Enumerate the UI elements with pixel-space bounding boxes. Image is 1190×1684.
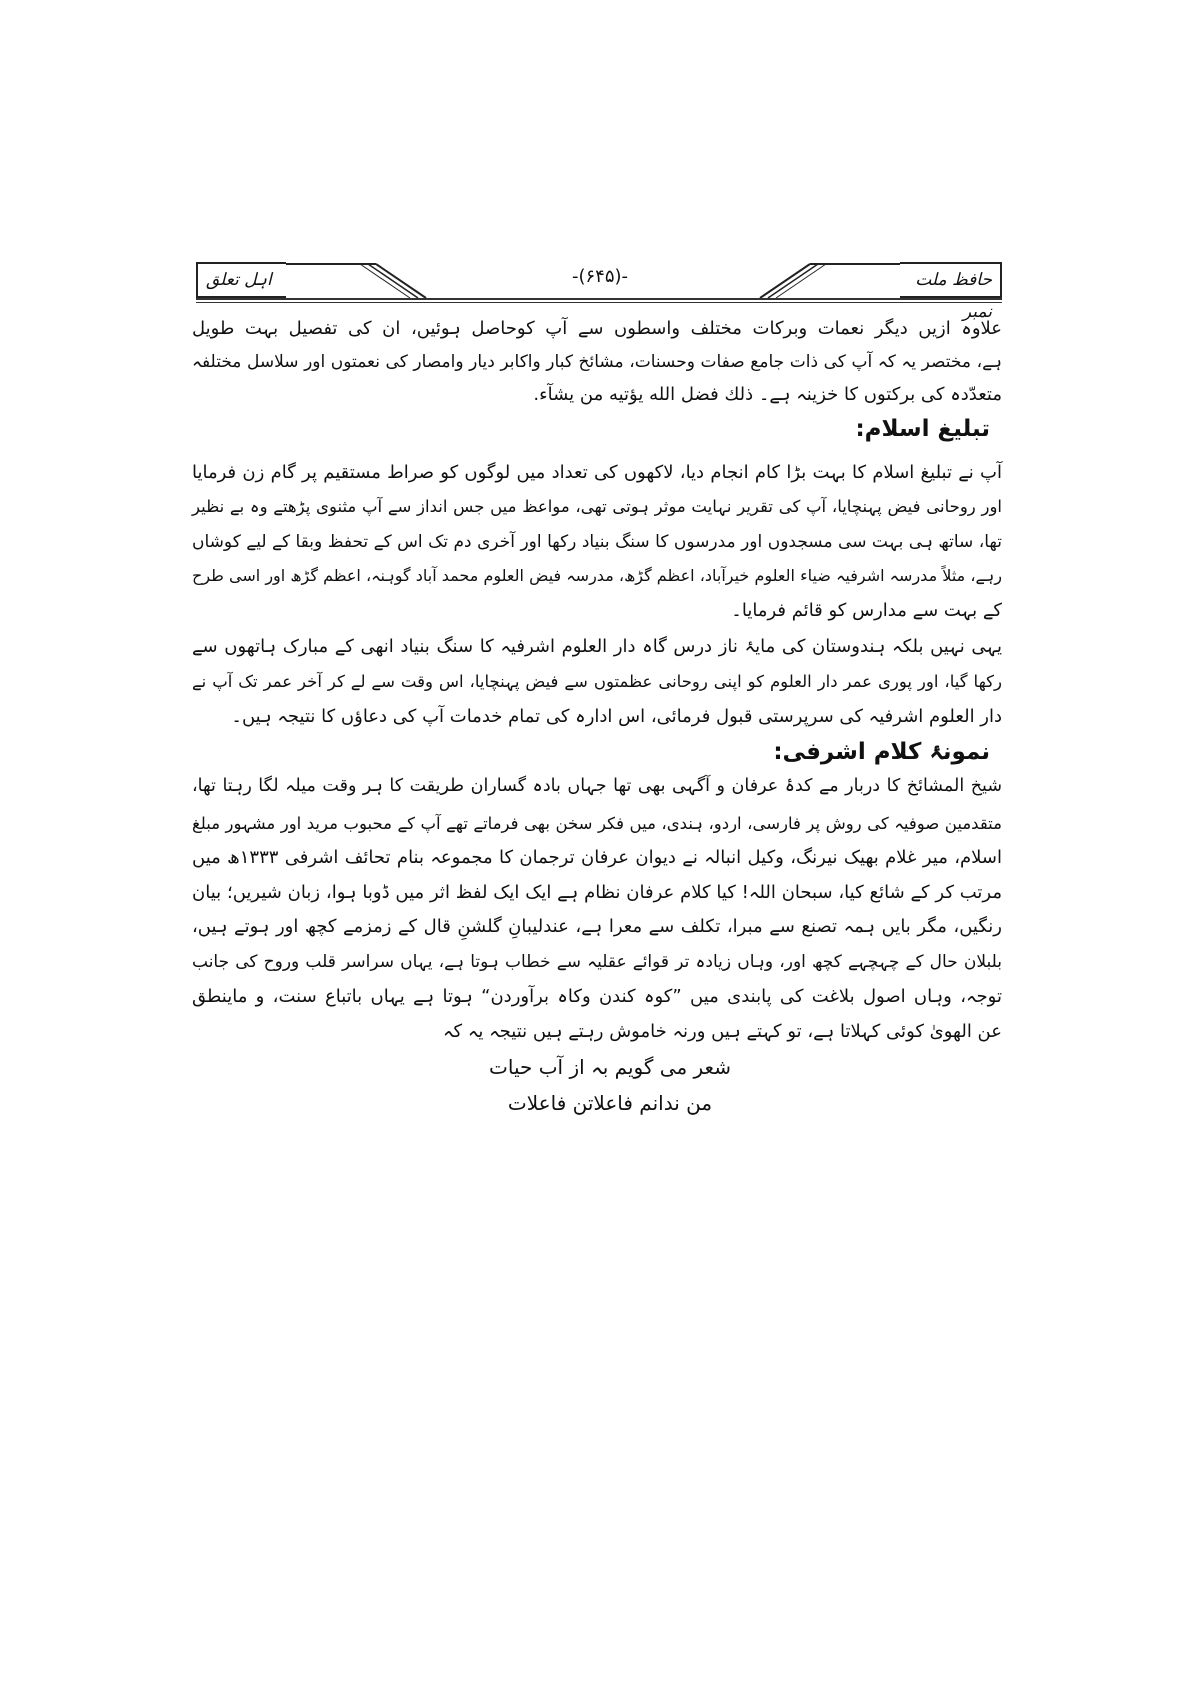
text-line: متعدّدہ کی برکتوں کا خزینہ ہے۔ ذلك فضل الله يؤتيه من يشآء. <box>533 384 1002 405</box>
text-line: رہے، مثلاً مدرسہ اشرفیہ ضیاء العلوم خیرآباد، اعظم گڑھ، مدرسہ فیض العلوم محمد آباد گوہنہ، اعظم گڑھ اور اسی طرح <box>192 566 1002 585</box>
header-rule-thin <box>196 302 1002 303</box>
section-title: اہل تعلق <box>196 262 286 298</box>
text-line: ہے، مختصر یہ کہ آپ کی ذات جامع صفات وحسنات، مشائخ کبار واکابر دیار وامصار کی نعمتوں اور سلاسل مختلفہ <box>192 352 1002 372</box>
text-line: دار العلوم اشرفیہ کی سرپرستی قبول فرمائی، اس ادارہ کی تمام خدمات آپ کی دعاؤں کا نتیجہ ہیں۔ <box>231 706 1002 727</box>
text-line: کے بہت سے مدارس کو قائم فرمایا۔ <box>731 600 1002 621</box>
text-line: علاوہ ازیں دیگر نعمات وبرکات مختلف واسطوں سے آپ کوحاصل ہوئیں، ان کی تفصیل بہت طویل <box>192 318 1002 339</box>
text-line: عن الھویٰ کوئی کہلاتا ہے، تو کہتے ہیں ورنہ خاموش رہتے ہیں نتیجہ یہ کہ <box>442 1021 1002 1042</box>
text-line: یہی نہیں بلکہ ہندوستان کی مایۂ ناز درس گاہ دار العلوم اشرفیہ کا سنگ بنیاد انھی کے مبارک ہاتھوں سے <box>192 636 1002 657</box>
text-line: تھا، ساتھ ہی بہت سی مسجدوں اور مدرسوں کا سنگ بنیاد رکھا اور آخری دم تک اس کے تحفظ وبقا کے لیے کوشاں <box>192 532 1002 552</box>
header-ornament-left <box>286 262 486 300</box>
verse-line: من ندانم فاعلاتن فاعلات <box>507 1091 713 1115</box>
text-line: توجہ، وہاں اصول بلاغت کی پابندی میں ”کوہ کندن وکاہ برآوردن“ ہوتا ہے یہاں باتباع سنت، و ماینطق <box>192 986 1002 1007</box>
section-heading: نمونۂ کلام اشرفی: <box>773 739 990 765</box>
text-line: رکھا گیا، اور پوری عمر دار العلوم کو اپنی روحانی عظمتوں سے فیض پہنچایا، اس وقت سے لے کر آخر عمر تک آپ نے <box>192 672 1002 691</box>
text-line: اسلام، میر غلام بھیک نیرنگ، وکیل انبالہ نے دیوان عرفان ترجمان کا مجموعہ بنام تحائف اشرفی ۱۳۳۳ھ میں <box>192 847 1002 868</box>
text-line: شیخ المشائخ کا دربار مے کدۂ عرفان و آگہی بھی تھا جہاں بادہ گساران طریقت کا ہر وقت میلہ لگا رہتا تھا، <box>192 776 1002 796</box>
verse-line: شعر می گویم بہ از آب حیات <box>489 1055 731 1079</box>
text-line: آپ نے تبلیغ اسلام کا بہت بڑا کام انجام دیا، لاکھوں کی تعداد میں لوگوں کو صراط مستقیم پر گام زن فرمایا <box>192 462 1002 483</box>
text-line: مرتب کر کے شائع کیا، سبحان اللہ! کیا کلام عرفان نظام ہے ایک ایک لفظ اثر میں ڈوبا ہوا، زبان شیریں؛ بیان <box>192 882 1002 903</box>
text-line: اور روحانی فیض پہنچایا، آپ کی تقریر نہایت موثر ہوتی تھی، مواعظ میں جس انداز سے آپ مثنوی پڑھتے وہ بے نظیر <box>192 497 1002 516</box>
text-line: بلبلان حال کے چہچہے کچھ اور، وہاں زیادہ تر قوائے عقلیہ سے خطاب ہوتا ہے، یہاں سراسر قلب وروح کی جانب <box>192 952 1002 972</box>
running-title: حافظ ملت نمبر <box>900 262 1002 298</box>
section-heading: تبلیغ اسلام: <box>855 416 990 442</box>
text-line: متقدمین صوفیہ کی روش پر فارسی، اردو، ہندی، میں فکر سخن بھی فرماتے تھے آپ کے محبوب مرید اور مشہور مبلغ <box>192 814 1002 833</box>
header-rule <box>196 298 1002 300</box>
header-ornament-right <box>700 262 900 300</box>
text-line: رنگیں، مگر بایں ہمہ تصنع سے مبرا، تکلف سے معرا ہے، عندلیبانِ گلشنِ قال کے زمزمے کچھ اور ہوتے ہیں، <box>192 916 1002 937</box>
page-number: -(۶۴۵)- <box>571 266 629 287</box>
